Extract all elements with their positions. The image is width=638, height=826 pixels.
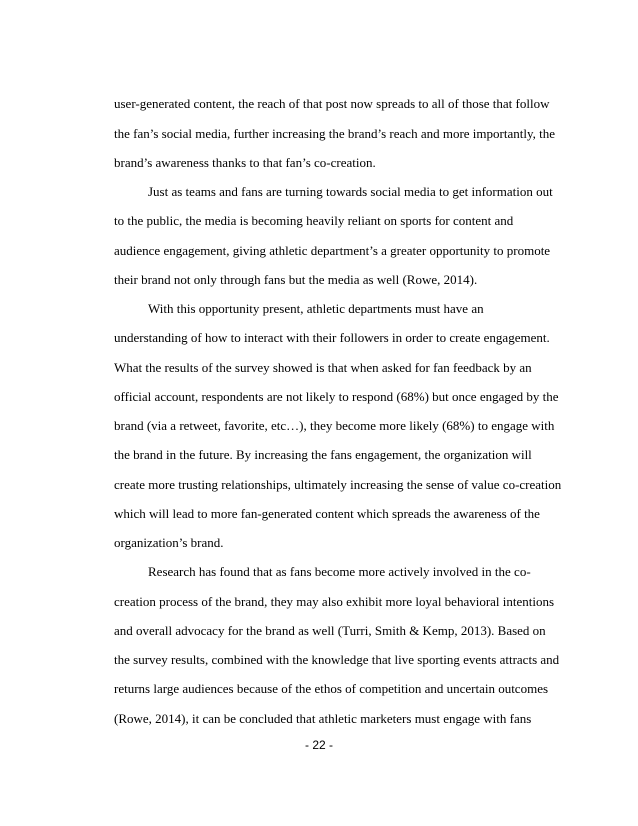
text-line: their brand not only through fans but the media as well (Rowe, 2014). [114,272,478,287]
text-line: user-generated content, the reach of that post now spreads to all of those that follow [114,96,550,111]
text-line: audience engagement, giving athletic department’s a greater opportunity to promote [114,243,551,258]
text-line: the survey results, combined with the knowledge that live sporting events attracts and [114,652,560,667]
text-line: What the results of the survey showed is that when asked for fan feedback by an [114,360,532,375]
text-line: the brand in the future. By increasing the fans engagement, the organization will [114,447,532,462]
text-line: organization’s brand. [114,535,224,550]
page-number: - 22 - [304,738,333,752]
paragraph-first-line: Just as teams and fans are turning towards social media to get information out [148,184,553,199]
text-line: the fan’s social media, further increasing the brand’s reach and more importantly, the [114,126,555,141]
paragraph-first-line: With this opportunity present, athletic departments must have an [148,301,484,316]
text-line: to the public, the media is becoming heavily reliant on sports for content and [114,213,514,228]
text-line: creation process of the brand, they may also exhibit more loyal behavioral intentions [114,594,555,609]
text-line: brand’s awareness thanks to that fan’s co-creation. [114,155,376,170]
text-line: brand (via a retweet, favorite, etc…), they become more likely (68%) to engage with [114,418,555,433]
text-line: and overall advocacy for the brand as well (Turri, Smith & Kemp, 2013). Based on [114,623,546,638]
text-line: understanding of how to interact with their followers in order to create engagement. [114,330,550,345]
text-line: returns large audiences because of the ethos of competition and uncertain outcomes [114,681,549,696]
text-line: create more trusting relationships, ultimately increasing the sense of value co-creation [114,477,562,492]
text-line: which will lead to more fan-generated content which spreads the awareness of the [114,506,540,521]
text-line: (Rowe, 2014), it can be concluded that athletic marketers must engage with fans [114,711,532,726]
paragraph-first-line: Research has found that as fans become more actively involved in the co- [148,564,531,579]
text-line: official account, respondents are not likely to respond (68%) but once engaged by the [114,389,559,404]
